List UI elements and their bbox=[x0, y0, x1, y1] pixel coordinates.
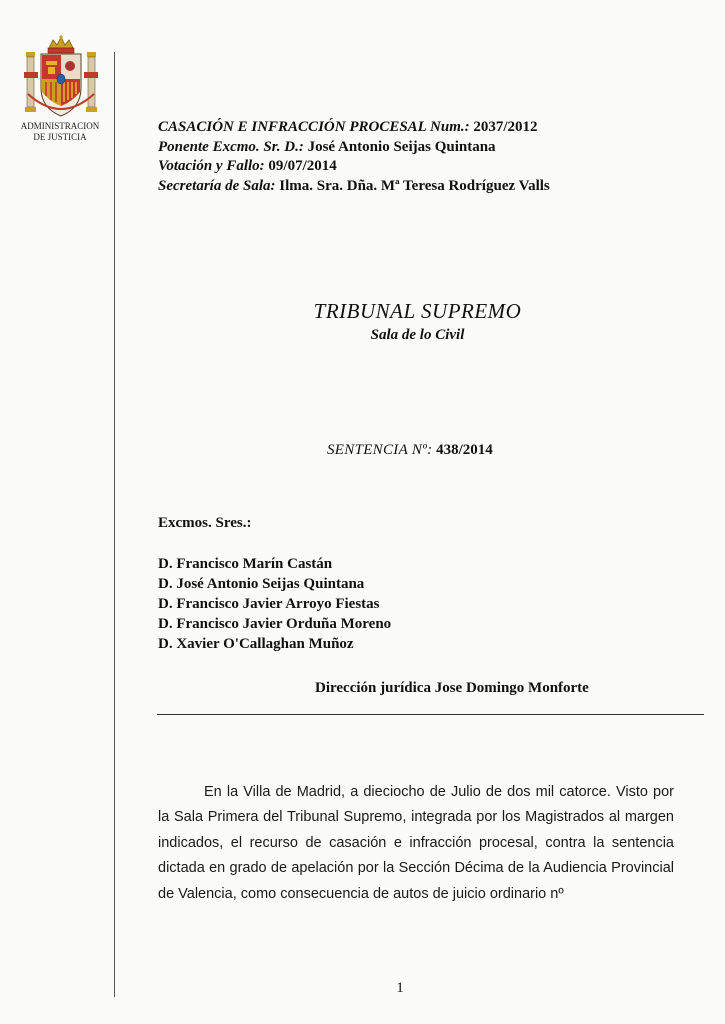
ponente-name: José Antonio Seijas Quintana bbox=[307, 138, 496, 155]
judge-name: D. Francisco Marín Castán bbox=[158, 556, 333, 572]
organization-name-line-2: DE JUSTICIA bbox=[33, 132, 87, 142]
margin-rule bbox=[114, 52, 115, 997]
body-paragraph: En la Villa de Madrid, a dieciocho de Julio de dos mil catorce. Visto por la Sala Primera del Tribunal Supremo, integrada por los Magistrados al margen indicados, el recurso de casación e infracción procesal, contra la sentencia dictada en grado de apelación por la Sección Décima de la Audiencia Provincial de Valencia, como consecuencia de autos de juicio ordinario nº bbox=[158, 783, 674, 902]
case-number: 2037/2012 bbox=[473, 119, 538, 135]
case-number-line bbox=[158, 118, 550, 138]
votacion-date: 09/07/2014 bbox=[268, 158, 337, 174]
court-name: TRIBUNAL SUPREMO bbox=[313, 299, 522, 323]
case-header bbox=[158, 118, 550, 196]
secretaria-line bbox=[158, 177, 550, 197]
case-label: CASACIÓN E INFRACCIÓN PROCESAL Num.: bbox=[158, 119, 470, 135]
ponente-line bbox=[158, 138, 550, 158]
organization-name bbox=[12, 121, 108, 143]
judge-name: D. Francisco Javier Arroyo Fiestas bbox=[158, 596, 380, 612]
votacion-line bbox=[158, 157, 550, 177]
judges-heading: Excmos. Sres.: bbox=[158, 515, 252, 531]
judge-name: D. Francisco Javier Orduña Moreno bbox=[158, 616, 392, 632]
judges-list bbox=[158, 554, 391, 654]
judge-name: D. Xavier O'Callaghan Muñoz bbox=[158, 636, 354, 652]
secretaria-label: Secretaría de Sala: bbox=[158, 177, 276, 194]
secretaria-name: Ilma. Sra. Dña. Mª Teresa Rodríguez Valls bbox=[279, 177, 550, 194]
ponente-label: Ponente Excmo. Sr. D.: bbox=[158, 138, 304, 155]
page-number: 1 bbox=[396, 980, 404, 996]
legal-direction: Dirección jurídica Jose Domingo Monforte bbox=[315, 680, 589, 696]
judge-name: D. José Antonio Seijas Quintana bbox=[158, 576, 365, 592]
organization-name-line-1: ADMINISTRACION bbox=[20, 121, 100, 131]
sentence-label: SENTENCIA Nº: bbox=[327, 442, 433, 458]
section-divider bbox=[157, 714, 704, 715]
court-chamber: Sala de lo Civil bbox=[370, 327, 465, 343]
votacion-label: Votación y Fallo: bbox=[158, 158, 265, 174]
sentence-number: 438/2014 bbox=[436, 442, 493, 458]
coat-of-arms-icon bbox=[20, 34, 102, 122]
sentence-number-line bbox=[327, 442, 493, 459]
